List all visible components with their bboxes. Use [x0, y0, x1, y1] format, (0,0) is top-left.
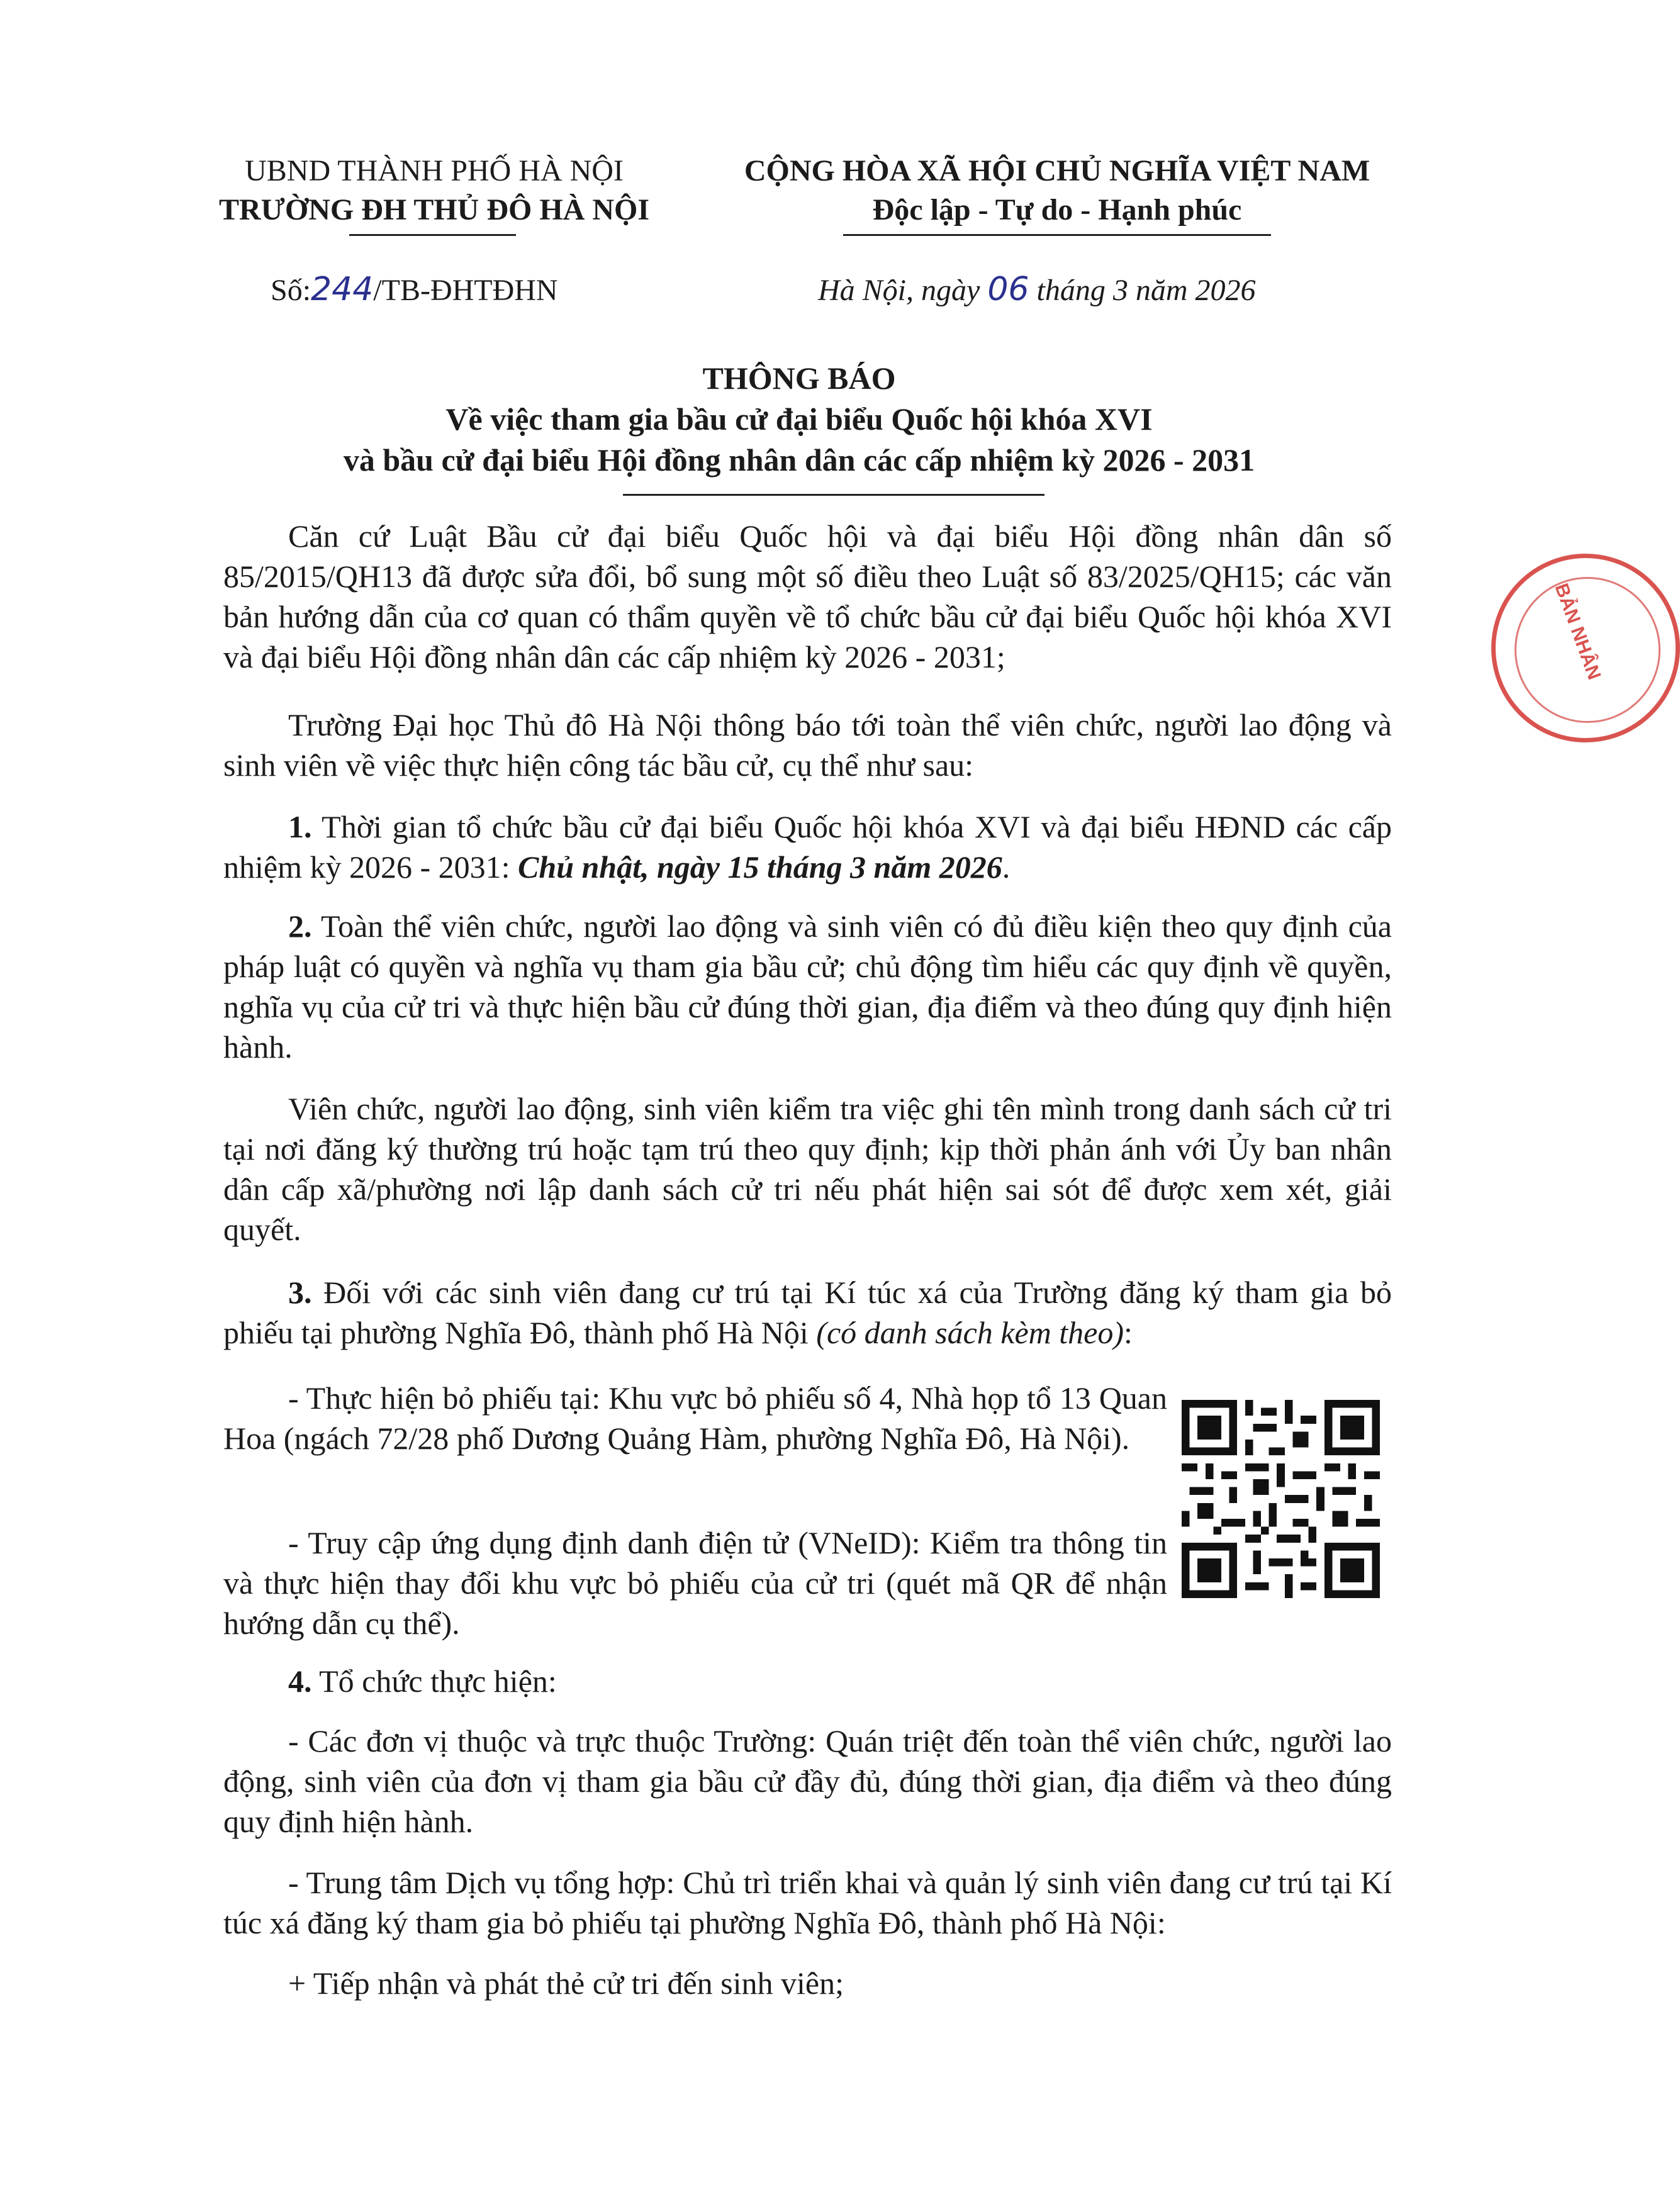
paragraph-voter-card: + Tiếp nhận và phát thẻ cử tri đến sinh viên; — [288, 1966, 844, 2001]
paragraph-polling-location: - Thực hiện bỏ phiếu tại: Khu vực bỏ phiếu số 4, Nhà họp tổ 13 Quan Hoa (ngách 72/28 phố Dương Quảng Hàm, phường Nghĩa Đô, Hà Nội). — [223, 1380, 1167, 1456]
document-number — [271, 269, 558, 311]
agency-name: UBND THÀNH PHỐ HÀ NỘI — [245, 154, 624, 187]
title-rule — [623, 494, 1044, 496]
notice-subject-line2: và bầu cử đại biểu Hội đồng nhân dân các cấp nhiệm kỳ 2026 - 2031 — [343, 442, 1255, 478]
doc-number-prefix: Số: — [271, 274, 311, 307]
item-1-number: 1. — [288, 809, 312, 844]
paragraph-units: - Các đơn vị thuộc và trực thuộc Trường: Quán triệt đến toàn thể viên chức, người lao động, sinh viên của đơn vị tham gia bầu cử đầy đủ, đúng thời gian, địa điểm và theo đúng quy định hiện hành. — [223, 1723, 1392, 1839]
paragraph-vneid: - Truy cập ứng dụng định danh điện tử (VNeID): Kiểm tra thông tin và thực hiện thay đổi khu vực bỏ phiếu của cử tri (quét mã QR để nhận hướng dẫn cụ thể). — [223, 1525, 1167, 1641]
item-2-number: 2. — [288, 909, 312, 944]
item-1-end: . — [1002, 849, 1011, 885]
notice-subject-line1: Về việc tham gia bầu cử đại biểu Quốc hội khóa XVI — [445, 401, 1153, 437]
date-prefix: Hà Nội, ngày — [818, 274, 980, 307]
paragraph-announcement: Trường Đại học Thủ đô Hà Nội thông báo tới toàn thể viên chức, người lao động và sinh viên về việc thực hiện công tác bầu cử, cụ thể như sau: — [223, 707, 1392, 783]
paragraph-item-2 — [223, 906, 1392, 1067]
date-day-handwritten: 06 — [987, 271, 1029, 308]
item-3-number: 3. — [288, 1275, 312, 1310]
stamp-text: BẢN NHÂN — [1550, 581, 1605, 683]
item-4-text: Tổ chức thực hiện: — [311, 1664, 557, 1699]
doc-number-handwritten: 244 — [311, 271, 374, 308]
item-4-number: 4. — [288, 1664, 312, 1699]
official-stamp — [1491, 554, 1680, 742]
date-suffix: tháng 3 năm 2026 — [1036, 274, 1256, 307]
item-3-text: Đối với các sinh viên đang cư trú tại Kí túc xá của Trường đăng ký tham gia bỏ phiếu tại phường Nghĩa Đô, thành phố Hà Nội — [223, 1275, 1392, 1350]
national-motto: Độc lập - Tự do - Hạnh phúc — [872, 193, 1242, 226]
paragraph-item-4 — [223, 1661, 1392, 1701]
item-1-text: Thời gian tổ chức bầu cử đại biểu Quốc hội khóa XVI và đại biểu HĐND các cấp nhiệm kỳ 2026 - 2031: — [223, 809, 1392, 885]
paragraph-service-center: - Trung tâm Dịch vụ tổng hợp: Chủ trì triển khai và quản lý sinh viên đang cư trú tại Kí túc xá đăng ký tham gia bỏ phiếu tại phường Nghĩa Đô, thành phố Hà Nội: — [223, 1865, 1392, 1940]
item-3-note: (có danh sách kèm theo) — [816, 1315, 1124, 1350]
paragraph-item-1 — [223, 807, 1392, 887]
election-date: Chủ nhật, ngày 15 tháng 3 năm 2026 — [518, 849, 1002, 885]
item-3-end: : — [1124, 1315, 1133, 1350]
right-header-rule — [843, 234, 1271, 236]
paragraph-legal-basis: Căn cứ Luật Bầu cử đại biểu Quốc hội và đại biểu Hội đồng nhân dân số 85/2015/QH13 đã được sửa đổi, bổ sung một số điều theo Luật số 83/2025/QH15; các văn bản hướng dẫn của cơ quan có thẩm quyền về tổ chức bầu cử đại biểu Quốc hội khóa XVI và đại biểu Hội đồng nhân dân các cấp nhiệm kỳ 2026 - 2031; — [223, 518, 1392, 674]
document-date — [818, 269, 1256, 311]
qr-code-image[interactable] — [1182, 1400, 1380, 1598]
left-header-rule — [349, 234, 516, 236]
notice-title: THÔNG BÁO — [702, 361, 896, 396]
item-2-text: Toàn thể viên chức, người lao động và sinh viên có đủ điều kiện theo quy định của pháp luật có quyền và nghĩa vụ tham gia bầu cử; chủ động tìm hiểu các quy định về quyền, nghĩa vụ của cử tri và thực hiện bầu cử đúng thời gian, địa điểm và theo đúng quy định hiện hành. — [223, 909, 1392, 1065]
school-name: TRƯỜNG ĐH THỦ ĐÔ HÀ NỘI — [218, 193, 650, 226]
doc-number-suffix: /TB-ĐHTĐHN — [373, 274, 558, 307]
paragraph-voter-list-check: Viên chức, người lao động, sinh viên kiểm tra việc ghi tên mình trong danh sách cử tri tại nơi đăng ký thường trú hoặc tạm trú theo quy định; kịp thời phản ánh với Ủy ban nhân dân cấp xã/phường nơi lập danh sách cử tri nếu phát hiện sai sót để được xem xét, giải quyết. — [223, 1091, 1392, 1247]
national-title: CỘNG HÒA XÃ HỘI CHỦ NGHĨA VIỆT NAM — [744, 154, 1370, 187]
paragraph-item-3 — [223, 1272, 1392, 1353]
